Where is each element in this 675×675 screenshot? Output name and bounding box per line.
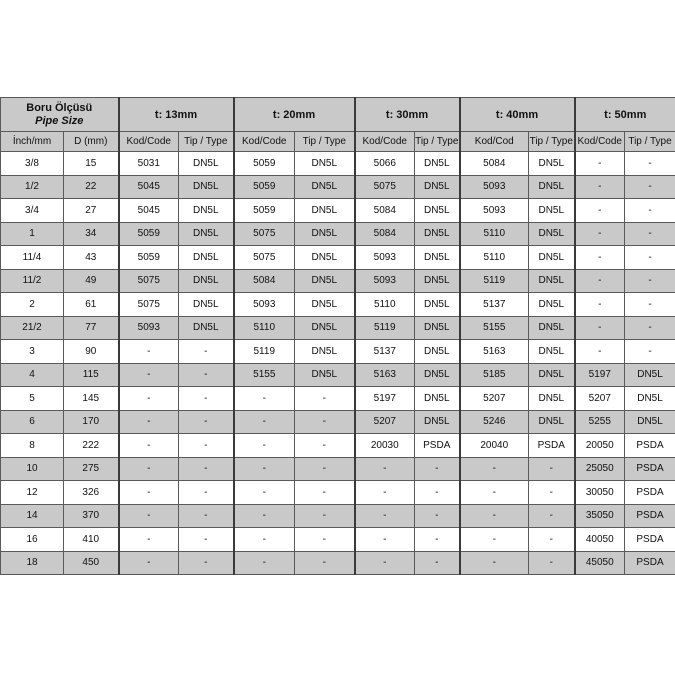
code-cell: 5119	[460, 269, 529, 293]
type-cell: DN5L	[415, 152, 460, 176]
type-cell: -	[625, 246, 675, 270]
code-cell: 5093	[355, 246, 415, 270]
code-cell: -	[575, 269, 625, 293]
type-cell: -	[179, 363, 234, 387]
type-cell: DN5L	[415, 293, 460, 317]
inch-cell: 12	[1, 481, 64, 505]
type-cell: DN5L	[625, 410, 675, 434]
type-cell: -	[295, 457, 355, 481]
inch-cell: 6	[1, 410, 64, 434]
type-cell: DN5L	[529, 246, 575, 270]
type-cell: DN5L	[295, 316, 355, 340]
table-row	[1, 410, 675, 434]
code-cell: 5059	[119, 222, 179, 246]
code-cell: 5155	[234, 363, 295, 387]
code-cell: 5207	[460, 387, 529, 411]
type-cell: -	[529, 481, 575, 505]
type-cell: -	[625, 293, 675, 317]
code-cell: -	[355, 504, 415, 528]
code-cell: -	[575, 246, 625, 270]
type-cell: -	[179, 410, 234, 434]
diameter-cell: 61	[64, 293, 119, 317]
type-cell: -	[415, 504, 460, 528]
code-cell: 5207	[355, 410, 415, 434]
table-row	[1, 293, 675, 317]
code-cell: 5119	[234, 340, 295, 364]
type-cell: DN5L	[415, 363, 460, 387]
table-body	[1, 152, 675, 575]
type-cell: -	[529, 504, 575, 528]
type-cell: PSDA	[625, 528, 675, 552]
code-cell: 45050	[575, 551, 625, 575]
type-cell: DN5L	[415, 199, 460, 223]
diameter-cell: 450	[64, 551, 119, 575]
table-row	[1, 387, 675, 411]
inch-cell: 16	[1, 528, 64, 552]
code-cell: -	[355, 457, 415, 481]
inch-cell: 11/2	[1, 269, 64, 293]
code-cell: 5084	[355, 222, 415, 246]
code-cell: -	[234, 504, 295, 528]
type-cell: PSDA	[625, 504, 675, 528]
inch-cell: 10	[1, 457, 64, 481]
code-cell: -	[234, 434, 295, 458]
code-cell: 5084	[460, 152, 529, 176]
col-header-type: Tip / Type	[179, 132, 234, 152]
code-cell: 5197	[355, 387, 415, 411]
code-cell: 5059	[119, 246, 179, 270]
code-cell: -	[119, 528, 179, 552]
code-cell: 5155	[460, 316, 529, 340]
header-row-groups	[1, 98, 675, 132]
type-cell: -	[415, 528, 460, 552]
pipe-size-table-container	[0, 97, 675, 575]
code-cell: 5093	[355, 269, 415, 293]
inch-cell: 14	[1, 504, 64, 528]
inch-cell: 3/4	[1, 199, 64, 223]
code-cell: -	[460, 457, 529, 481]
type-cell: -	[179, 434, 234, 458]
type-cell: DN5L	[529, 222, 575, 246]
type-cell: -	[625, 340, 675, 364]
code-cell: -	[575, 152, 625, 176]
type-cell: -	[625, 222, 675, 246]
code-cell: -	[355, 528, 415, 552]
type-cell: -	[529, 528, 575, 552]
type-cell: DN5L	[415, 340, 460, 364]
code-cell: 5075	[119, 293, 179, 317]
type-cell: PSDA	[415, 434, 460, 458]
diameter-cell: 49	[64, 269, 119, 293]
diameter-cell: 90	[64, 340, 119, 364]
header-row-columns	[1, 132, 675, 152]
col-header-type: Tip / Type	[295, 132, 355, 152]
col-header-code: Kod/Cod	[460, 132, 529, 152]
type-cell: DN5L	[415, 316, 460, 340]
type-cell: PSDA	[625, 457, 675, 481]
code-cell: -	[575, 175, 625, 199]
type-cell: -	[415, 551, 460, 575]
type-cell: -	[415, 457, 460, 481]
code-cell: 5031	[119, 152, 179, 176]
group-heading-50mm: t: 50mm	[575, 98, 675, 132]
col-header-code: Kod/Code	[119, 132, 179, 152]
code-cell: 5197	[575, 363, 625, 387]
diameter-cell: 27	[64, 199, 119, 223]
code-cell: 40050	[575, 528, 625, 552]
code-cell: 5093	[119, 316, 179, 340]
code-cell: -	[575, 199, 625, 223]
inch-cell: 21/2	[1, 316, 64, 340]
pipe-size-label-tr: Boru Ölçüsü	[26, 101, 93, 114]
code-cell: 5110	[355, 293, 415, 317]
inch-cell: 4	[1, 363, 64, 387]
type-cell: -	[295, 434, 355, 458]
type-cell: DN5L	[529, 316, 575, 340]
type-cell: DN5L	[529, 340, 575, 364]
code-cell: 5075	[119, 269, 179, 293]
table-row	[1, 340, 675, 364]
type-cell: DN5L	[295, 222, 355, 246]
code-cell: -	[575, 222, 625, 246]
col-header-diameter: D (mm)	[64, 132, 119, 152]
inch-cell: 18	[1, 551, 64, 575]
code-cell: 35050	[575, 504, 625, 528]
type-cell: DN5L	[529, 293, 575, 317]
code-cell: -	[460, 528, 529, 552]
table-row	[1, 199, 675, 223]
diameter-cell: 170	[64, 410, 119, 434]
type-cell: DN5L	[625, 363, 675, 387]
type-cell: -	[179, 340, 234, 364]
table-row	[1, 504, 675, 528]
type-cell: -	[295, 528, 355, 552]
type-cell: -	[529, 551, 575, 575]
code-cell: 20050	[575, 434, 625, 458]
diameter-cell: 22	[64, 175, 119, 199]
inch-cell: 3	[1, 340, 64, 364]
type-cell: DN5L	[179, 222, 234, 246]
diameter-cell: 326	[64, 481, 119, 505]
code-cell: 5084	[234, 269, 295, 293]
type-cell: -	[179, 387, 234, 411]
type-cell: DN5L	[415, 410, 460, 434]
type-cell: DN5L	[179, 293, 234, 317]
type-cell: DN5L	[295, 363, 355, 387]
code-cell: 5059	[234, 175, 295, 199]
type-cell: -	[179, 551, 234, 575]
table-row	[1, 363, 675, 387]
code-cell: 20030	[355, 434, 415, 458]
code-cell: -	[234, 551, 295, 575]
group-heading-40mm: t: 40mm	[460, 98, 575, 132]
diameter-cell: 222	[64, 434, 119, 458]
code-cell: 5110	[234, 316, 295, 340]
type-cell: DN5L	[529, 152, 575, 176]
type-cell: DN5L	[415, 246, 460, 270]
type-cell: PSDA	[625, 481, 675, 505]
table-row	[1, 528, 675, 552]
type-cell: -	[415, 481, 460, 505]
table-row	[1, 152, 675, 176]
inch-cell: 5	[1, 387, 64, 411]
col-header-code: Kod/Code	[355, 132, 415, 152]
type-cell: -	[179, 528, 234, 552]
code-cell: -	[355, 481, 415, 505]
type-cell: DN5L	[295, 246, 355, 270]
diameter-cell: 275	[64, 457, 119, 481]
code-cell: -	[119, 363, 179, 387]
code-cell: 5137	[460, 293, 529, 317]
code-cell: -	[119, 340, 179, 364]
code-cell: -	[460, 551, 529, 575]
group-heading-13mm: t: 13mm	[119, 98, 234, 132]
group-heading-20mm: t: 20mm	[234, 98, 355, 132]
diameter-cell: 370	[64, 504, 119, 528]
col-header-code: Kod/Code	[234, 132, 295, 152]
type-cell: -	[179, 457, 234, 481]
type-cell: -	[295, 387, 355, 411]
type-cell: DN5L	[295, 340, 355, 364]
diameter-cell: 115	[64, 363, 119, 387]
code-cell: 5059	[234, 199, 295, 223]
type-cell: DN5L	[415, 387, 460, 411]
pipe-size-label-en: Pipe Size	[35, 114, 84, 127]
code-cell: -	[460, 504, 529, 528]
code-cell: -	[575, 316, 625, 340]
type-cell: -	[295, 410, 355, 434]
table-row	[1, 269, 675, 293]
type-cell: DN5L	[179, 246, 234, 270]
type-cell: -	[295, 481, 355, 505]
code-cell: -	[575, 293, 625, 317]
table-row	[1, 316, 675, 340]
code-cell: 5110	[460, 222, 529, 246]
type-cell: PSDA	[625, 434, 675, 458]
code-cell: -	[119, 504, 179, 528]
type-cell: -	[295, 551, 355, 575]
code-cell: 5084	[355, 199, 415, 223]
diameter-cell: 145	[64, 387, 119, 411]
code-cell: -	[575, 340, 625, 364]
table-row	[1, 551, 675, 575]
type-cell: DN5L	[179, 152, 234, 176]
code-cell: 5163	[355, 363, 415, 387]
type-cell: PSDA	[529, 434, 575, 458]
type-cell: DN5L	[179, 175, 234, 199]
code-cell: -	[355, 551, 415, 575]
inch-cell: 1/2	[1, 175, 64, 199]
code-cell: 5110	[460, 246, 529, 270]
code-cell: 5093	[234, 293, 295, 317]
col-header-type: Tip / Type	[625, 132, 675, 152]
code-cell: 5207	[575, 387, 625, 411]
code-cell: 5045	[119, 199, 179, 223]
pipe-size-heading	[1, 98, 119, 132]
col-header-type: Tip / Type	[529, 132, 575, 152]
type-cell: DN5L	[415, 269, 460, 293]
code-cell: -	[119, 481, 179, 505]
type-cell: DN5L	[529, 175, 575, 199]
code-cell: 5075	[234, 222, 295, 246]
type-cell: DN5L	[625, 387, 675, 411]
type-cell: DN5L	[529, 410, 575, 434]
type-cell: DN5L	[529, 363, 575, 387]
type-cell: DN5L	[179, 269, 234, 293]
code-cell: 5255	[575, 410, 625, 434]
type-cell: -	[529, 457, 575, 481]
diameter-cell: 34	[64, 222, 119, 246]
table-row	[1, 222, 675, 246]
table-header	[1, 98, 675, 152]
code-cell: 5185	[460, 363, 529, 387]
diameter-cell: 410	[64, 528, 119, 552]
code-cell: 25050	[575, 457, 625, 481]
type-cell: DN5L	[179, 316, 234, 340]
table-row	[1, 457, 675, 481]
code-cell: 5075	[234, 246, 295, 270]
diameter-cell: 15	[64, 152, 119, 176]
type-cell: DN5L	[295, 175, 355, 199]
diameter-cell: 43	[64, 246, 119, 270]
code-cell: 5066	[355, 152, 415, 176]
inch-cell: 3/8	[1, 152, 64, 176]
inch-cell: 2	[1, 293, 64, 317]
code-cell: -	[234, 410, 295, 434]
code-cell: -	[234, 528, 295, 552]
table-row	[1, 246, 675, 270]
code-cell: 20040	[460, 434, 529, 458]
code-cell: 5059	[234, 152, 295, 176]
type-cell: DN5L	[295, 293, 355, 317]
type-cell: DN5L	[295, 269, 355, 293]
code-cell: -	[119, 457, 179, 481]
code-cell: 5093	[460, 175, 529, 199]
code-cell: -	[234, 481, 295, 505]
code-cell: 5045	[119, 175, 179, 199]
type-cell: PSDA	[625, 551, 675, 575]
type-cell: -	[625, 175, 675, 199]
type-cell: -	[179, 481, 234, 505]
code-cell: -	[234, 457, 295, 481]
code-cell: -	[119, 551, 179, 575]
col-header-type: Tip / Type	[415, 132, 460, 152]
code-cell: 5119	[355, 316, 415, 340]
type-cell: DN5L	[529, 269, 575, 293]
col-header-code: Kod/Code	[575, 132, 625, 152]
table-row	[1, 481, 675, 505]
inch-cell: 11/4	[1, 246, 64, 270]
code-cell: 5246	[460, 410, 529, 434]
group-heading-30mm: t: 30mm	[355, 98, 460, 132]
code-cell: -	[119, 387, 179, 411]
type-cell: -	[625, 199, 675, 223]
code-cell: 5075	[355, 175, 415, 199]
type-cell: DN5L	[295, 152, 355, 176]
pipe-size-table	[0, 97, 675, 575]
code-cell: 5163	[460, 340, 529, 364]
type-cell: DN5L	[529, 199, 575, 223]
type-cell: -	[625, 316, 675, 340]
code-cell: -	[234, 387, 295, 411]
code-cell: -	[119, 410, 179, 434]
type-cell: -	[625, 269, 675, 293]
col-header-inch: İnch/mm	[1, 132, 64, 152]
code-cell: 5137	[355, 340, 415, 364]
type-cell: DN5L	[415, 222, 460, 246]
diameter-cell: 77	[64, 316, 119, 340]
type-cell: -	[179, 504, 234, 528]
type-cell: DN5L	[295, 199, 355, 223]
type-cell: DN5L	[415, 175, 460, 199]
type-cell: -	[625, 152, 675, 176]
code-cell: 30050	[575, 481, 625, 505]
table-row	[1, 434, 675, 458]
code-cell: -	[460, 481, 529, 505]
inch-cell: 1	[1, 222, 64, 246]
table-row	[1, 175, 675, 199]
code-cell: 5093	[460, 199, 529, 223]
inch-cell: 8	[1, 434, 64, 458]
code-cell: -	[119, 434, 179, 458]
type-cell: DN5L	[529, 387, 575, 411]
type-cell: DN5L	[179, 199, 234, 223]
type-cell: -	[295, 504, 355, 528]
